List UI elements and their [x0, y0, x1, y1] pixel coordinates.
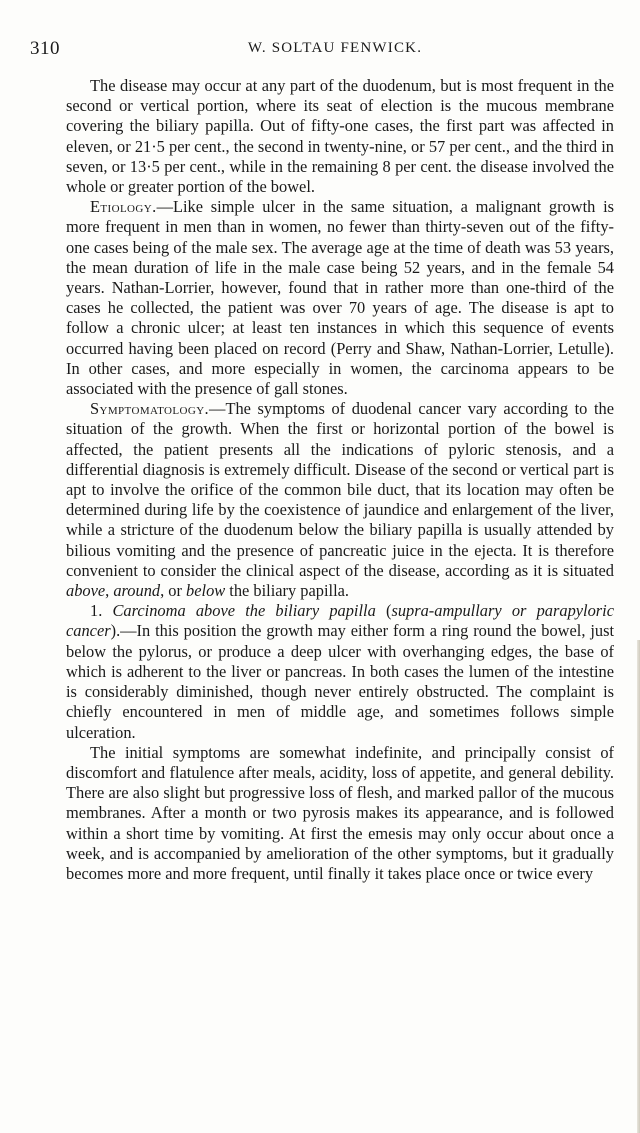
italic-text: Carcinoma above the biliary papilla — [112, 601, 376, 621]
paragraph — [66, 399, 614, 601]
text-run: The initial symptoms are somewhat indefinite, and principally consist of discomfort and flatulence after meals, acidity, loss of appetite, and general debility. There are also slight but progressive loss of flesh, and marked pallor of the mucous membranes. After a month or two pyrosis makes its appearance, and is followed within a short time by vomiting. At first the emesis may only occur about once a week, and is accompanied by amelioration of the other symptoms, but it gradually becomes more and more frequent, until finally it takes place once or twice every — [66, 742, 614, 883]
text-run: , — [105, 581, 114, 601]
paragraph — [66, 76, 614, 197]
section-heading: Symptomatology. — [90, 399, 210, 419]
body-text — [66, 76, 614, 884]
section-heading: Etiology. — [90, 197, 157, 217]
text-run: ).—In this position the growth may either form a ring round the bowel, just below the pylorus, or produce a deep ulcer with overhanging edges, the base of which is adherent to the liver or pancreas. In both cases the lumen of the intestine is considerably diminished, though never entirely obstructed. The complaint is chiefly encountered in men of middle age, and sometimes follows simple ulceration. — [66, 621, 614, 742]
paragraph — [66, 197, 614, 399]
running-head — [30, 38, 610, 62]
text-run: The disease may occur at any part of the duodenum, but is most frequent in the second or vertical portion, where its seat of election is the mucous membrane covering the biliary papilla. Out of fifty-one cases, the first part was affected in eleven, or 21·5 per cent., the second in twenty-nine, or 57 per cent., and the third in seven, or 13·5 per cent., while in the remaining 8 per cent. the disease involved the whole or greater portion of the bowel. — [66, 76, 614, 197]
italic-text: supra-ampullary or parapyloric cancer — [66, 601, 615, 641]
text-run: ( — [375, 601, 392, 621]
italic-text: below — [186, 581, 226, 601]
running-title: W. SOLTAU FENWICK. — [247, 40, 423, 56]
text-run: —Like simple ulcer in the same situation, a malignant growth is more frequent in men than in women, no fewer than thirty-seven out of the fifty-one cases being of the male sex. The average age at the time of death was 53 years, the mean duration of life in the male case being 52 years, and in the female 54 years. Nathan-Lorrier, however, found that in rather more than one-third of the cases he collected, the patient was over 70 years of age. The disease is apt to follow a chronic ulcer; at least ten instances in which this sequence of events occurred having been placed on record (Perry and Shaw, Nathan-Lorrier, Letulle). In other cases, and more especially in women, the carcinoma appears to be associated with the presence of gall stones. — [66, 197, 614, 399]
italic-text: above — [66, 581, 106, 601]
page-number: 310 — [30, 38, 60, 59]
paragraph — [66, 743, 614, 884]
text-run: —The symptoms of duodenal cancer vary according to the situation of the growth. When the first or horizontal portion of the bowel is affected, the patient presents all the indications of pyloric stenosis, and a differential diagnosis is extremely difficult. Disease of the second or vertical part is apt to involve the orifice of the common bile duct, that its location may often be determined during life by the coexistence of jaundice and enlargement of the liver, while a stricture of the duodenum below the biliary papilla is usually attended by bilious vomiting and the presence of pancreatic juice in the ejecta. It is therefore convenient to consider the clinical aspect of the disease, according as it is situated — [66, 399, 614, 580]
italic-text: around — [113, 581, 161, 601]
paragraph — [66, 601, 614, 742]
text-run: 1. — [90, 601, 113, 621]
text-run: , or — [160, 581, 187, 601]
text-run: the biliary papilla. — [225, 581, 350, 601]
